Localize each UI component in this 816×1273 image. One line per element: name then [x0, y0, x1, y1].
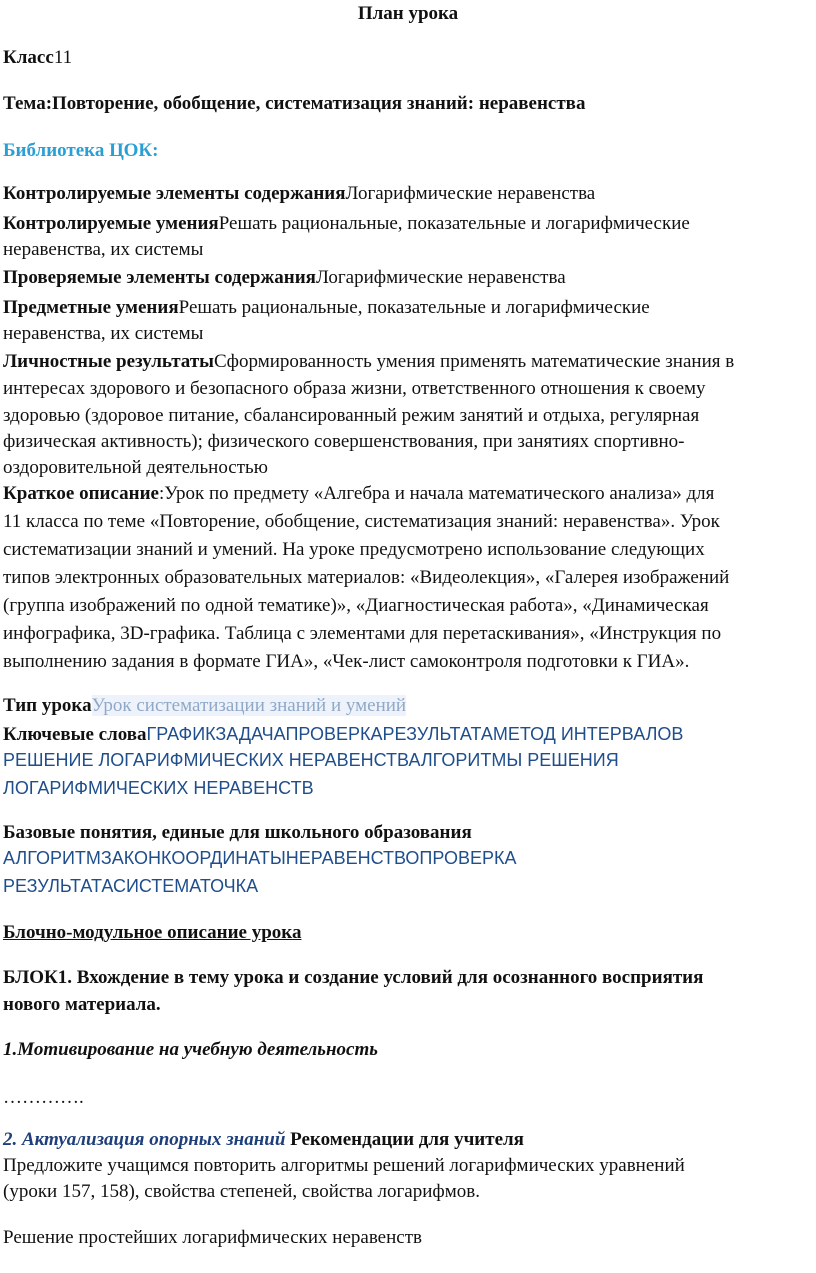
personal-results-line-4: физическая активность); физического совершенствования, при занятиях спортивно- — [3, 431, 685, 452]
short-desc-label: Краткое описание — [3, 483, 159, 504]
checked-elements-label: Проверяемые элементы содержания — [3, 267, 316, 288]
subject-skills-label: Предметные умения — [3, 297, 179, 318]
checked-elements-value: Логарифмические неравенства — [315, 267, 566, 288]
topic-line — [3, 92, 585, 116]
controlled-elements-value: Логарифмические неравенства — [345, 183, 596, 204]
controlled-skills-value: Решать рациональные, показательные и логарифмические — [218, 213, 690, 234]
controlled-skills-label: Контролируемые умения — [3, 213, 219, 234]
page-title: План урока — [357, 3, 459, 24]
block1-line-2: нового материала. — [3, 994, 161, 1015]
topic-label: Тема: — [3, 93, 53, 114]
personal-results-label: Личностные результаты — [3, 351, 214, 372]
keywords-label: Ключевые слова — [3, 724, 147, 745]
keywords-line-3: ЛОГАРИФМИЧЕСКИХ НЕРАВЕНСТВ — [3, 778, 314, 798]
keywords-line-1 — [3, 722, 683, 747]
base-concepts-label: Базовые понятия, единые для школьного образования — [3, 822, 472, 843]
library-heading: Библиотека ЦОК: — [3, 140, 159, 161]
personal-results-line-1 — [3, 350, 734, 374]
short-desc-text: :Урок по предмету «Алгебра и начала математического анализа» для — [158, 483, 715, 504]
personal-results-line-3: здоровью (здоровое питание, сбалансированный режим занятий и отдыха, регулярная — [3, 405, 700, 426]
subject-skills-line-2: неравенства, их системы — [3, 323, 204, 344]
topic-value: Повторение, обобщение, систематизация знаний: неравенства — [52, 93, 586, 114]
short-desc-line-6: инфографика, 3D-графика. Таблица с элементами для перетаскивания», «Инструкция по — [3, 623, 722, 644]
block1-line-1: БЛОК1. Вхождение в тему урока и создание условий для осознанного восприятия — [3, 967, 704, 988]
keywords-line-2: РЕШЕНИЕ ЛОГАРИФМИЧЕСКИХ НЕРАВЕНСТВАЛГОРИТМЫ РЕШЕНИЯ — [3, 750, 619, 770]
short-desc-line-1 — [3, 482, 714, 506]
short-desc-line-4: типов электронных образовательных материалов: «Видеолекция», «Галерея изображений — [3, 567, 730, 588]
class-line — [3, 46, 72, 70]
section2-recommendations: Рекомендации для учителя — [290, 1129, 524, 1150]
keywords-text: ГРАФИКЗАДАЧАПРОВЕРКАРЕЗУЛЬТАТАМЕТОД ИНТЕРВАЛОВ — [146, 724, 684, 744]
controlled-elements-label: Контролируемые элементы содержания — [3, 183, 346, 204]
short-desc-line-7: выполнению задания в формате ГИА», «Чек-лист самоконтроля подготовки к ГИА». — [3, 651, 690, 672]
personal-results-line-5: оздоровительной деятельностью — [3, 457, 268, 478]
personal-results-line-2: интересах здорового и безопасного образа жизни, ответственного отношения к своему — [3, 378, 706, 399]
base-concepts-line-1: АЛГОРИТМЗАКОНКООРДИНАТЫНЕРАВЕНСТВОПРОВЕРКА — [3, 848, 517, 868]
controlled-skills-line-1 — [3, 212, 690, 236]
lesson-type-value: Урок систематизации знаний и умений — [91, 695, 407, 716]
section2-line-1: Предложите учащимся повторить алгоритмы решений логарифмических уравнений — [3, 1155, 685, 1176]
base-concepts-line-2: РЕЗУЛЬТАТАСИСТЕМАТОЧКА — [3, 876, 259, 896]
short-desc-line-3: систематизации знаний и умений. На уроке предусмотрено использование следующих — [3, 539, 705, 560]
ellipsis-text: …………. — [3, 1087, 84, 1108]
short-desc-line-5: (группа изображений по одной тематике)», «Диагностическая работа», «Динамическая — [3, 595, 709, 616]
section2-line-2: (уроки 157, 158), свойства степеней, свойства логарифмов. — [3, 1181, 480, 1202]
class-label: Класс — [3, 47, 54, 68]
subject-skills-line-1 — [3, 296, 650, 320]
simple-inequalities-heading: Решение простейших логарифмических неравенств — [3, 1227, 422, 1248]
block-description-heading: Блочно-модульное описание урока — [3, 922, 302, 943]
section1-title: 1.Мотивирование на учебную деятельность — [3, 1039, 378, 1060]
controlled-skills-line-2: неравенства, их системы — [3, 239, 204, 260]
short-desc-line-2: 11 класса по теме «Повторение, обобщение, систематизация знаний: неравенства». Урок — [3, 511, 720, 532]
lesson-type-line — [3, 694, 406, 718]
class-value: 11 — [53, 47, 73, 68]
section2-title: 2. Актуализация опорных знаний — [3, 1129, 286, 1150]
checked-elements-line — [3, 266, 566, 290]
lesson-type-label: Тип урока — [3, 695, 92, 716]
controlled-elements-line — [3, 182, 595, 206]
section2-title-line — [3, 1128, 524, 1152]
subject-skills-value: Решать рациональные, показательные и логарифмические — [178, 297, 650, 318]
personal-results-text: Сформированность умения применять математические знания в — [214, 351, 735, 372]
